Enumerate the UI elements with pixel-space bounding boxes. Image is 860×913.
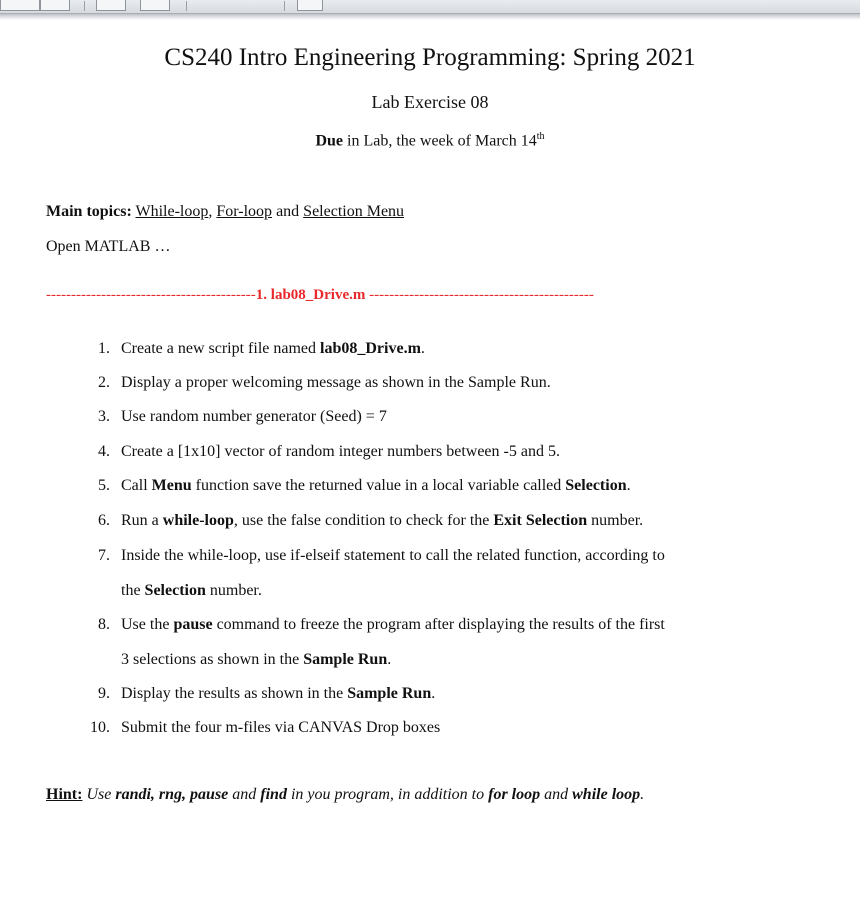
step-text-segment: . bbox=[387, 651, 392, 668]
hint-keyword: for loop bbox=[488, 786, 541, 803]
toolbar-separator bbox=[186, 1, 187, 11]
main-topics bbox=[46, 203, 404, 221]
hint-line bbox=[46, 786, 644, 804]
step-text bbox=[121, 340, 425, 358]
hint-keyword: randi, rng, pause bbox=[115, 786, 229, 803]
step-number: 5. bbox=[98, 477, 110, 494]
step-text-segment: , use the false condition to check for the bbox=[233, 512, 494, 529]
toolbar-button[interactable] bbox=[297, 0, 323, 11]
step-text-segment: the bbox=[121, 582, 145, 599]
step-text bbox=[121, 685, 435, 703]
section-divider bbox=[46, 287, 594, 304]
hint-keyword: while loop bbox=[572, 786, 641, 803]
step-number: 8. bbox=[98, 616, 110, 633]
step-text-segment: . bbox=[626, 477, 631, 494]
hint-segment: Use bbox=[82, 786, 116, 803]
step-text-bold: Sample Run bbox=[347, 685, 432, 702]
hint-segment: and bbox=[540, 786, 573, 803]
topic-selection-menu: Selection Menu bbox=[303, 203, 405, 220]
step-text-bold: pause bbox=[173, 616, 213, 633]
step-text bbox=[121, 443, 560, 461]
step-text-segment: Run a bbox=[121, 512, 163, 529]
due-label: Due bbox=[315, 132, 344, 150]
topic-sep: , bbox=[208, 203, 217, 220]
step-text-bold: Selection bbox=[565, 477, 627, 494]
toolbar-button[interactable] bbox=[40, 0, 70, 11]
topic-for-loop: For-loop bbox=[216, 203, 273, 220]
toolbar-separator bbox=[284, 1, 285, 11]
step-text bbox=[121, 374, 551, 392]
step-text-segment: number. bbox=[205, 582, 262, 599]
topic-while-loop: While-loop bbox=[135, 203, 209, 220]
due-superscript: th bbox=[536, 131, 545, 142]
step-text-segment: Use random number generator (Seed) = 7 bbox=[121, 408, 387, 425]
step-text-segment: Call bbox=[121, 477, 152, 494]
step-text bbox=[121, 651, 391, 669]
step-text bbox=[121, 547, 665, 565]
step-text-bold: Selection bbox=[144, 582, 206, 599]
step-number: 10. bbox=[90, 719, 110, 736]
open-matlab-line: Open MATLAB … bbox=[46, 238, 171, 255]
step-text-segment: Create a new script file named bbox=[121, 340, 321, 357]
step-number: 7. bbox=[98, 547, 110, 564]
step-text-bold: lab08_Drive.m bbox=[320, 340, 421, 357]
step-number: 2. bbox=[98, 374, 110, 391]
step-text-segment: Display a proper welcoming message as shown in the Sample Run. bbox=[121, 374, 551, 391]
topics-label: Main topics: bbox=[46, 203, 132, 220]
step-text-segment: Use the bbox=[121, 616, 174, 633]
hint-text bbox=[82, 786, 644, 803]
step-number: 3. bbox=[98, 408, 110, 425]
step-text-bold: Sample Run bbox=[303, 651, 388, 668]
divider-dashes-right: --------------------------------------------- bbox=[365, 287, 594, 303]
hint-segment: in you program, in addition to bbox=[286, 786, 489, 803]
step-text bbox=[121, 582, 262, 600]
page-subtitle: Lab Exercise 08 bbox=[371, 92, 489, 112]
step-text-segment: . bbox=[431, 685, 436, 702]
step-text-segment: Display the results as shown in the bbox=[121, 685, 348, 702]
step-text-bold: while-loop bbox=[162, 512, 234, 529]
step-text-segment: . bbox=[420, 340, 425, 357]
step-text bbox=[121, 616, 665, 634]
hint-segment: and bbox=[228, 786, 261, 803]
hint-keyword: find bbox=[260, 786, 287, 803]
section-heading: 1. lab08_Drive.m bbox=[255, 287, 366, 303]
step-text bbox=[121, 477, 631, 495]
step-number: 1. bbox=[98, 340, 110, 357]
step-text-segment: Inside the while-loop, use if-elseif statement to call the related function, according to bbox=[121, 547, 665, 564]
step-text-segment: Create a [1x10] vector of random integer numbers between -5 and 5. bbox=[121, 443, 560, 460]
divider-dashes-left: ------------------------------------------ bbox=[46, 287, 256, 303]
toolbar-button[interactable] bbox=[0, 0, 40, 11]
step-text bbox=[121, 408, 387, 426]
step-text-bold: Menu bbox=[151, 477, 192, 494]
step-text bbox=[121, 719, 440, 737]
hint-segment: . bbox=[640, 786, 645, 803]
page-title: CS240 Intro Engineering Programming: Spring 2021 bbox=[164, 44, 696, 71]
step-text-segment: function save the returned value in a local variable called bbox=[191, 477, 566, 494]
page-top-edge bbox=[0, 14, 860, 20]
step-text-segment: command to freeze the program after displaying the results of the first bbox=[212, 616, 665, 633]
toolbar-button[interactable] bbox=[96, 0, 126, 11]
step-text bbox=[121, 512, 643, 530]
toolbar-separator bbox=[84, 1, 85, 11]
viewer-toolbar bbox=[0, 0, 860, 14]
step-text-segment: 3 selections as shown in the bbox=[121, 651, 304, 668]
topic-sep: and bbox=[272, 203, 304, 220]
step-number: 4. bbox=[98, 443, 110, 460]
step-number: 9. bbox=[98, 685, 110, 702]
step-text-segment: Submit the four m-files via CANVAS Drop boxes bbox=[121, 719, 441, 736]
step-number: 6. bbox=[98, 512, 110, 529]
step-text-segment: number. bbox=[587, 512, 644, 529]
due-line bbox=[0, 131, 860, 150]
toolbar-button[interactable] bbox=[140, 0, 170, 11]
due-text: in Lab, the week of March 14 bbox=[343, 132, 537, 150]
hint-label: Hint: bbox=[46, 786, 83, 803]
step-text-bold: Exit Selection bbox=[493, 512, 588, 529]
